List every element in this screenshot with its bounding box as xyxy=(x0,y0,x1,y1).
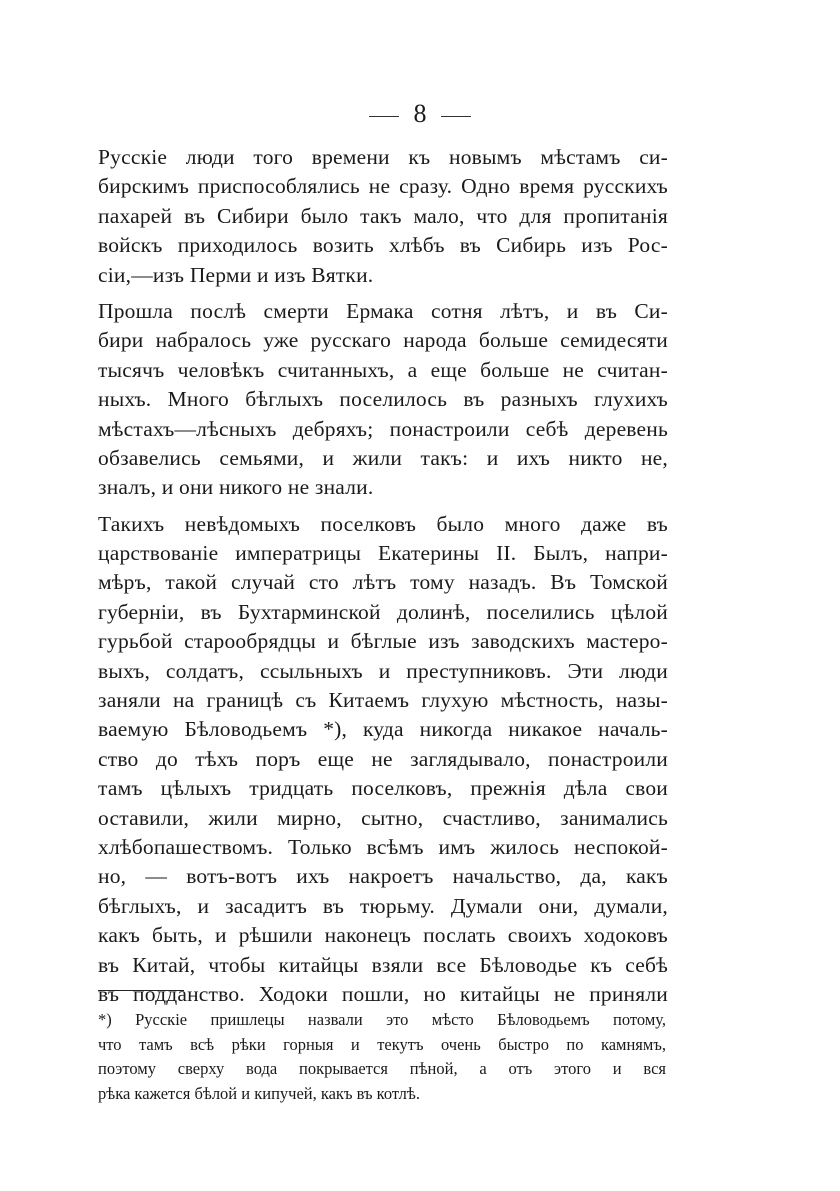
text-line: ваемую Бѣловодьемъ *), куда никогда никакое началь- xyxy=(98,717,668,742)
text-line: мѣръ, такой случай сто лѣтъ тому назадъ. Въ Томской xyxy=(98,570,668,595)
text-line: оставили, жили мирно, сытно, счастливо, занимались xyxy=(98,805,668,830)
text-line: какъ быть, и рѣшили наконецъ послать своихъ ходоковъ xyxy=(98,923,668,948)
text-line: ныхъ. Много бѣглыхъ поселилось въ разныхъ глухихъ xyxy=(98,387,668,412)
text-line: заняли на границѣ съ Китаемъ глухую мѣстность, назы- xyxy=(98,688,668,713)
text-line: выхъ, солдатъ, ссыльныхъ и преступниковъ. Эти люди xyxy=(98,658,668,683)
text-line: ство до тѣхъ поръ еще не заглядывало, понастроили xyxy=(98,746,668,771)
footnote-line: рѣка кажется бѣлой и кипучей, какъ въ котлѣ. xyxy=(98,1083,420,1103)
header-dash-left xyxy=(369,116,399,117)
text-line: зналъ, и они никого не знали. xyxy=(98,475,374,500)
page-header xyxy=(0,96,840,132)
page-number: 8 xyxy=(413,99,427,128)
footnote-line: что тамъ всѣ рѣки горныя и текутъ очень быстро по камнямъ, xyxy=(98,1034,666,1054)
text-line: Прошла послѣ смерти Ермака сотня лѣтъ, и въ Си- xyxy=(98,298,668,323)
paragraph-3 xyxy=(98,510,668,1010)
text-line: бири набралось уже русскаго народа больше семидесяти xyxy=(98,328,668,353)
text-line: пахарей въ Сибири было такъ мало, что для пропитанія xyxy=(98,203,668,228)
footnote-line: *) Русскіе пришлецы назвали это мѣсто Бѣловодьемъ потому, xyxy=(98,1010,666,1029)
header-dash-right xyxy=(441,116,471,117)
footnote-separator xyxy=(98,990,184,991)
text-line: въ Китай, чтобы китайцы взяли все Бѣловодье къ себѣ xyxy=(98,952,668,977)
paragraph-1 xyxy=(98,143,668,290)
text-line: губерніи, въ Бухтарминской долинѣ, поселились цѣлой xyxy=(98,599,668,624)
text-line: тамъ цѣлыхъ тридцать поселковъ, прежнія дѣла свои xyxy=(98,776,668,801)
text-line: обзавелись семьями, и жили такъ: и ихъ никто не, xyxy=(98,445,668,470)
text-line: хлѣбопашествомъ. Только всѣмъ имъ жилось неспокой- xyxy=(98,834,668,859)
text-line: Такихъ невѣдомыхъ поселковъ было много даже въ xyxy=(98,511,668,536)
text-line: въ подданство. Ходоки пошли, но китайцы не приняли xyxy=(98,981,668,1006)
footnote-line: поэтому сверху вода покрывается пѣной, а отъ этого и вся xyxy=(98,1059,666,1078)
text-line: сіи,—изъ Перми и изъ Вятки. xyxy=(98,262,374,287)
text-line: но, — вотъ-вотъ ихъ накроетъ начальство, да, какъ xyxy=(98,864,668,889)
text-line: Русскіе люди того времени къ новымъ мѣстамъ си- xyxy=(98,145,668,169)
footnote xyxy=(98,1008,666,1106)
text-line: царствованіе императрицы Екатерины II. Былъ, напри- xyxy=(98,541,668,566)
paragraph-2 xyxy=(98,297,668,503)
text-line: мѣстахъ—лѣсныхъ дебряхъ; понастроили себѣ деревень xyxy=(98,416,668,441)
text-line: войскъ приходилось возить хлѣбъ въ Сибирь изъ Рос- xyxy=(98,233,668,258)
body-text xyxy=(98,143,668,1016)
text-line: бѣглыхъ, и засадитъ въ тюрьму. Думали они, думали, xyxy=(98,893,668,918)
text-line: гурьбой старообрядцы и бѣглые изъ заводскихъ мастеро- xyxy=(98,629,668,654)
text-line: бирскимъ приспособлялись не сразу. Одно время русскихъ xyxy=(98,174,668,199)
text-line: тысячъ человѣкъ считанныхъ, а еще больше не считан- xyxy=(98,357,668,382)
